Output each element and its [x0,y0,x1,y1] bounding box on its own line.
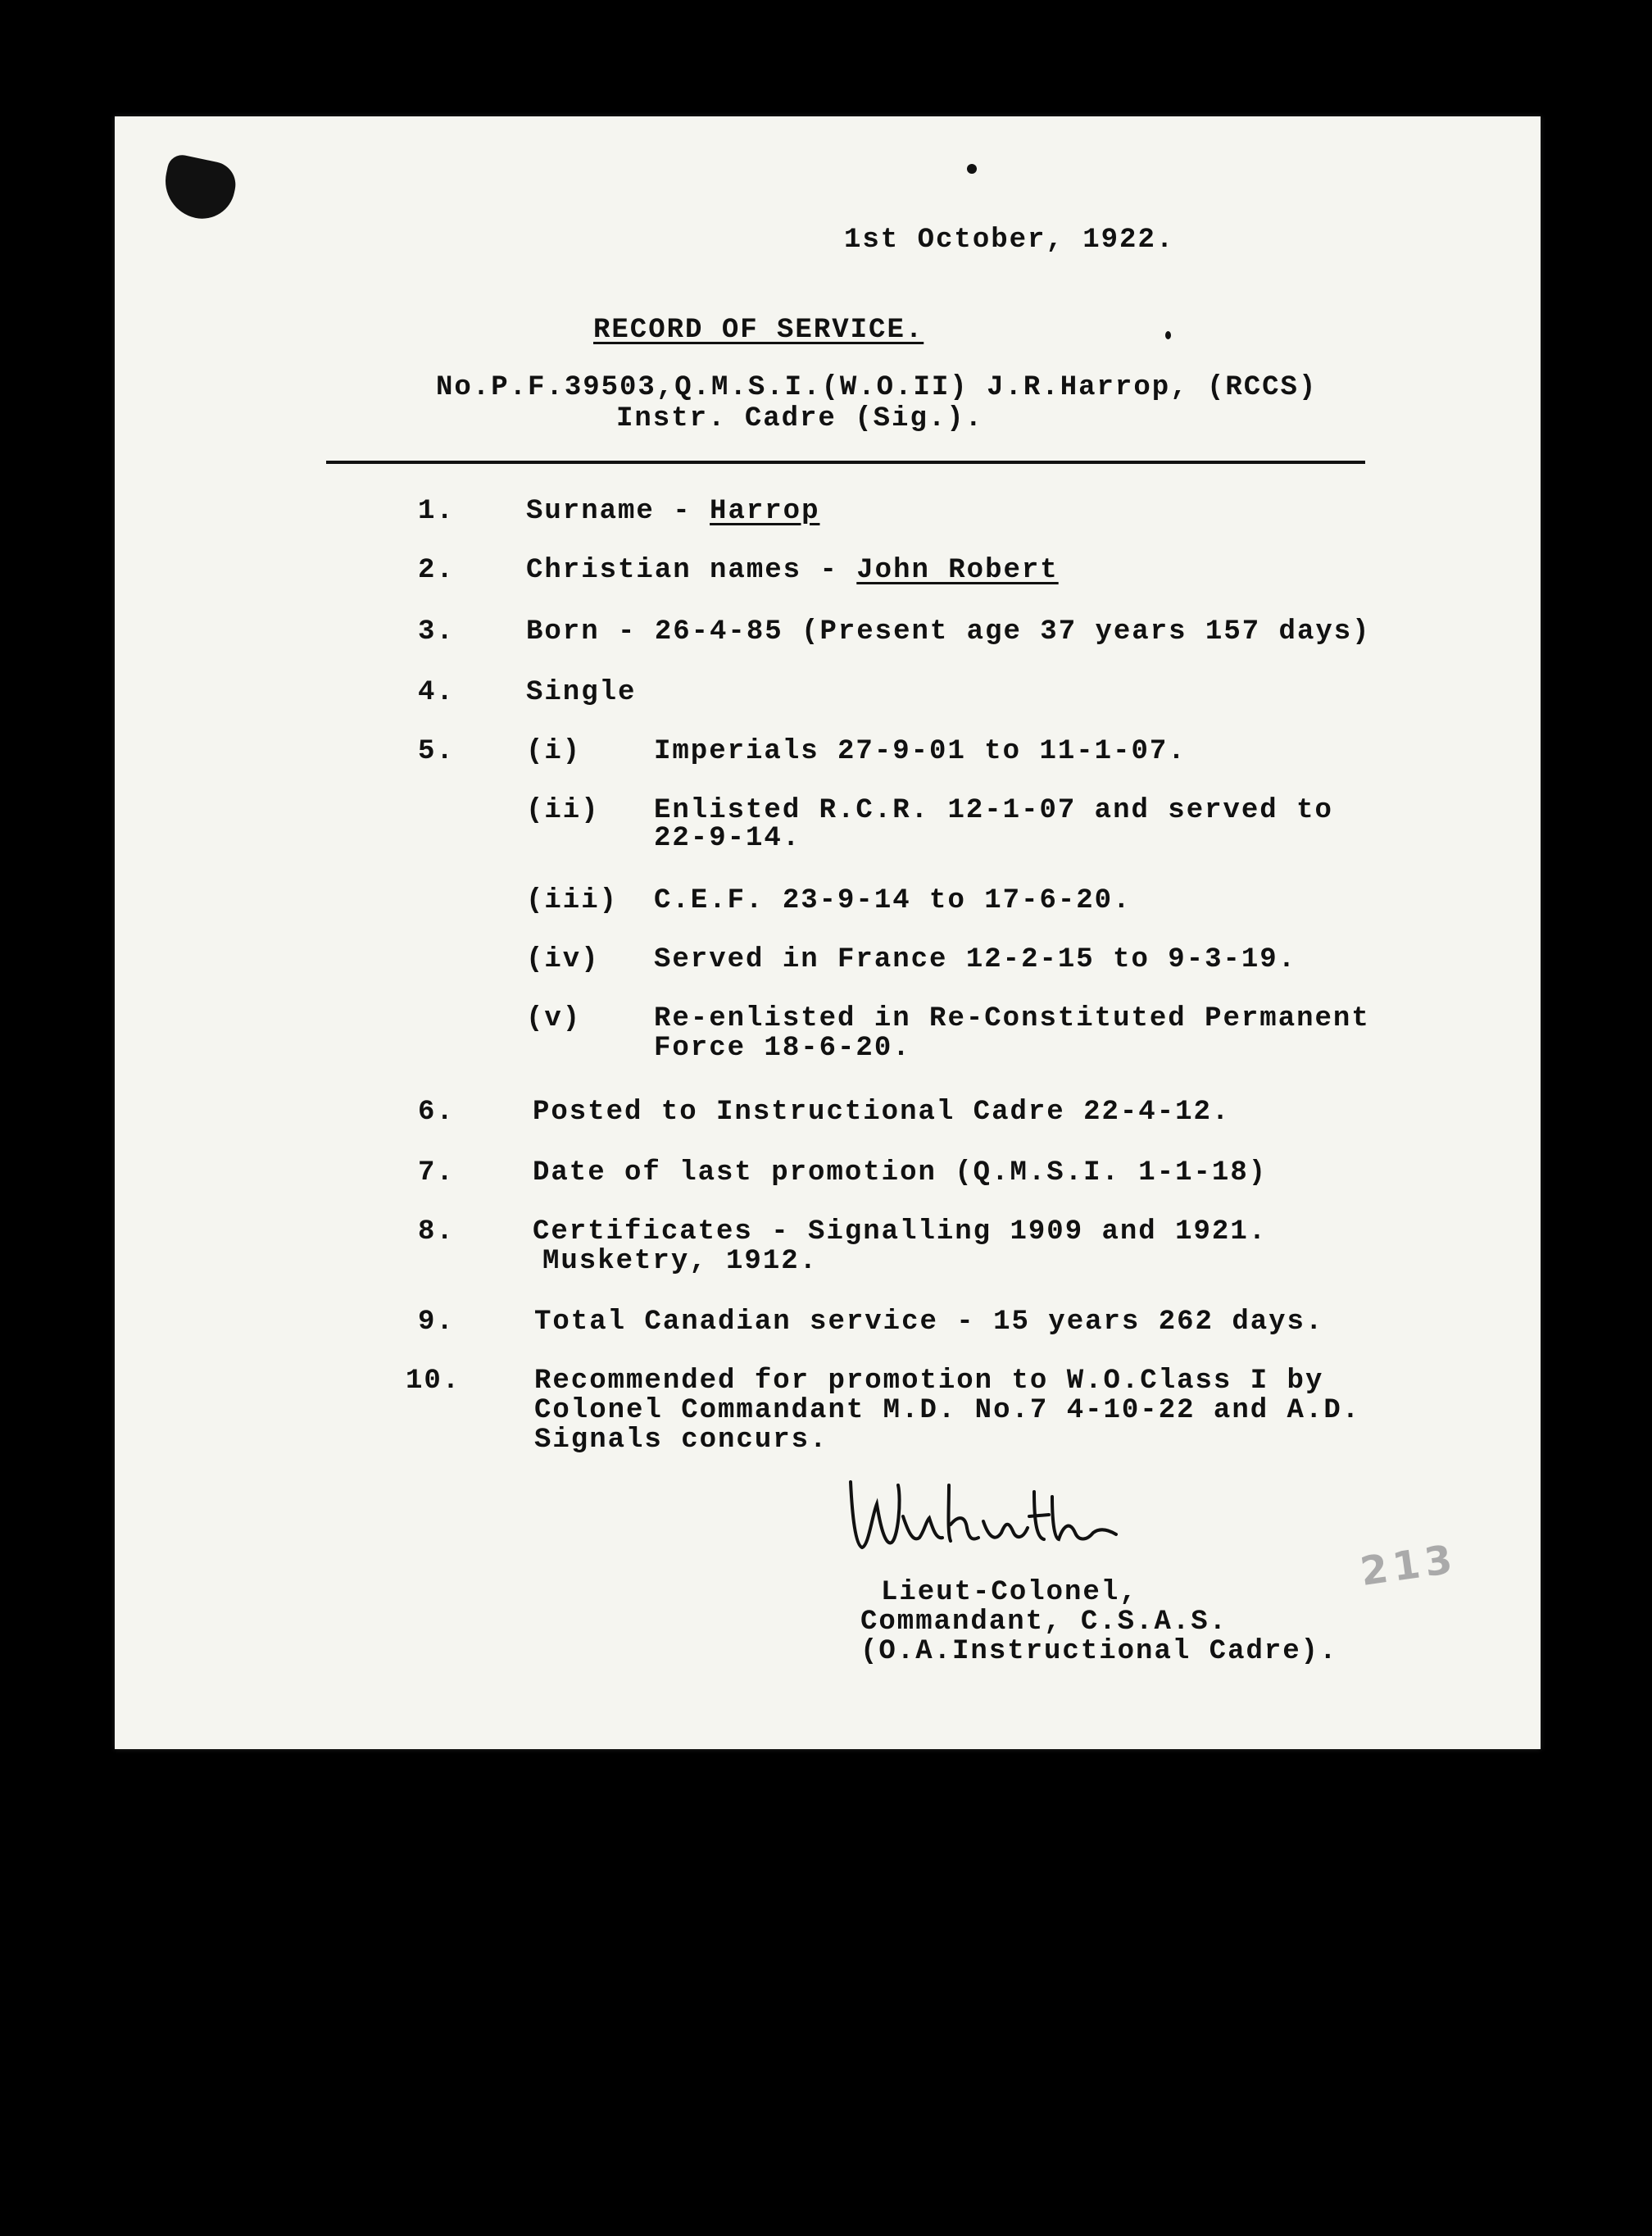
item-text: Single [526,677,637,708]
item-number: 5. [418,736,455,767]
ink-speck [1165,331,1171,339]
item-number: 3. [418,616,455,648]
item-number: 7. [418,1157,455,1188]
sub-item-roman: (v) [526,1003,582,1034]
sub-item-text-cont: 22-9-14. [654,823,801,854]
document-page [115,116,1541,1749]
handwritten-signature [844,1467,1123,1557]
item-text: Recommended for promotion to W.O.Class I by [534,1366,1324,1397]
field-label: Surname - [526,496,710,527]
sub-item-roman: (i) [526,736,582,767]
document-date: 1st October, 1922. [844,225,1175,256]
item-number: 8. [418,1216,455,1248]
item-text: Total Canadian service - 15 years 262 days. [534,1307,1324,1338]
ink-speck [967,164,977,174]
sub-item-text: Imperials 27-9-01 to 11-1-07. [654,736,1187,767]
sub-item-text: Served in France 12-2-15 to 9-3-19. [654,944,1297,975]
item-text-cont: Signals concurs. [534,1425,828,1456]
pencil-margin-note: 213 [1357,1536,1460,1595]
sub-item-roman: (iv) [526,944,600,975]
item-text: Certificates - Signalling 1909 and 1921. [533,1216,1268,1248]
item-number: 2. [418,555,455,586]
item-text: Date of last promotion (Q.M.S.I. 1-1-18) [533,1157,1268,1188]
signatory-unit: (O.A.Instructional Cadre). [860,1636,1338,1667]
sub-item-roman: (ii) [526,795,600,826]
signatory-title: Commandant, C.S.A.S. [860,1607,1228,1638]
field-label: Christian names - [526,555,857,586]
horizontal-rule [326,461,1365,464]
item-text: Born - 26-4-85 (Present age 37 years 157 days) [526,616,1371,648]
item-number: 1. [418,496,455,527]
ink-blot [158,152,239,225]
christian-names-value: John Robert [856,555,1059,586]
item-text [526,498,819,525]
sub-item-roman: (iii) [526,885,619,916]
item-number: 4. [418,677,455,708]
item-number: 10. [406,1366,461,1397]
item-text-cont: Musketry, 1912. [542,1246,819,1277]
sub-item-text: Enlisted R.C.R. 12-1-07 and served to [654,795,1333,826]
service-number-line: No.P.F.39503,Q.M.S.I.(W.O.II) J.R.Harrop, (RCCS) [436,372,1318,403]
cadre-line: Instr. Cadre (Sig.). [616,403,984,434]
sub-item-text-cont: Force 18-6-20. [654,1033,911,1064]
item-text [526,557,1059,584]
surname-value: Harrop [710,496,820,527]
item-number: 6. [418,1097,455,1128]
signatory-rank: Lieut-Colonel, [881,1577,1138,1608]
sub-item-text: Re-enlisted in Re-Constituted Permanent [654,1003,1370,1034]
item-number: 9. [418,1307,455,1338]
document-title: RECORD OF SERVICE. [593,315,924,346]
item-text: Posted to Instructional Cadre 22-4-12. [533,1097,1231,1128]
item-text-cont: Colonel Commandant M.D. No.7 4-10-22 and A.D. [534,1395,1361,1426]
sub-item-text: C.E.F. 23-9-14 to 17-6-20. [654,885,1132,916]
